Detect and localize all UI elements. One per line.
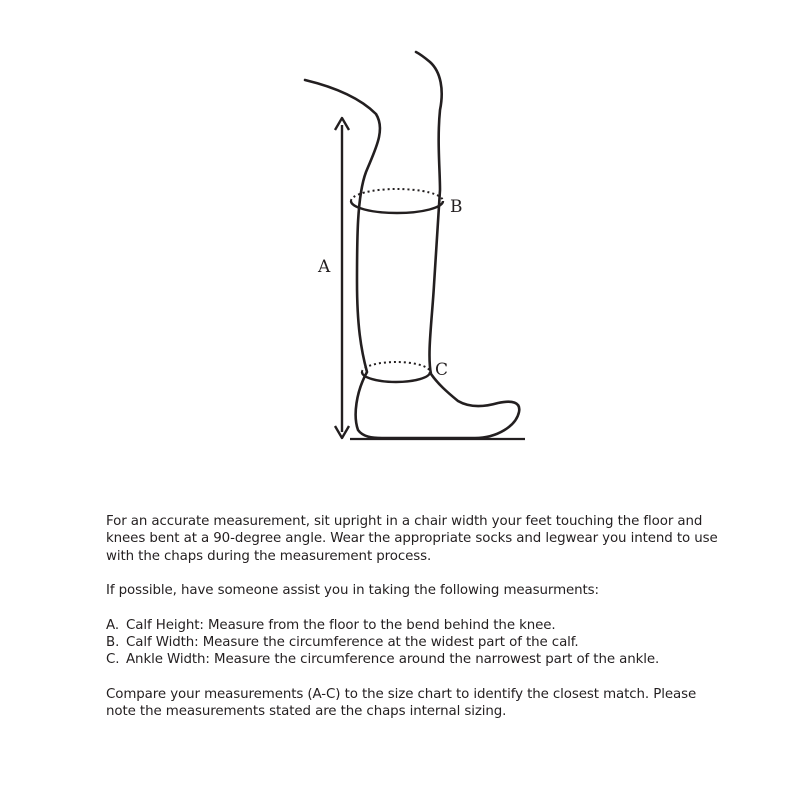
compare-text: Compare your measurements (A-C) to the size chart to identify the closest match. Please note the measurements stated are the chaps internal sizing. [106,686,697,720]
list-item [106,651,726,668]
ankle-ellipse-back [362,362,430,372]
intro-text: For an accurate measurement, sit upright in a chair width your feet touching the floor and knees bent at a 90-degree angle. Wear the appropriate socks and legwear you intend to use with the chaps during the measurement process. [106,514,718,564]
list-letter: B. [106,635,120,651]
calf-ellipse-back [351,189,443,201]
list-letter: A. [106,617,119,633]
assist-text: If possible, have someone assist you in taking the following measurments: [106,583,599,599]
list-item [106,617,726,634]
measurement-instructions [106,513,726,721]
label-c: C [435,360,449,380]
list-text: Calf Width: Measure the circumference at the widest part of the calf. [126,635,579,651]
list-text: Calf Height: Measure from the floor to the bend behind the knee. [126,617,556,633]
label-b: B [450,197,463,217]
calf-ellipse-front [351,201,443,213]
label-a: A [318,257,331,277]
ankle-ellipse-front [362,372,430,382]
list-letter: C. [106,652,120,668]
list-item [106,634,726,651]
list-text: Ankle Width: Measure the circumference around the narrowest part of the ankle. [126,652,660,668]
